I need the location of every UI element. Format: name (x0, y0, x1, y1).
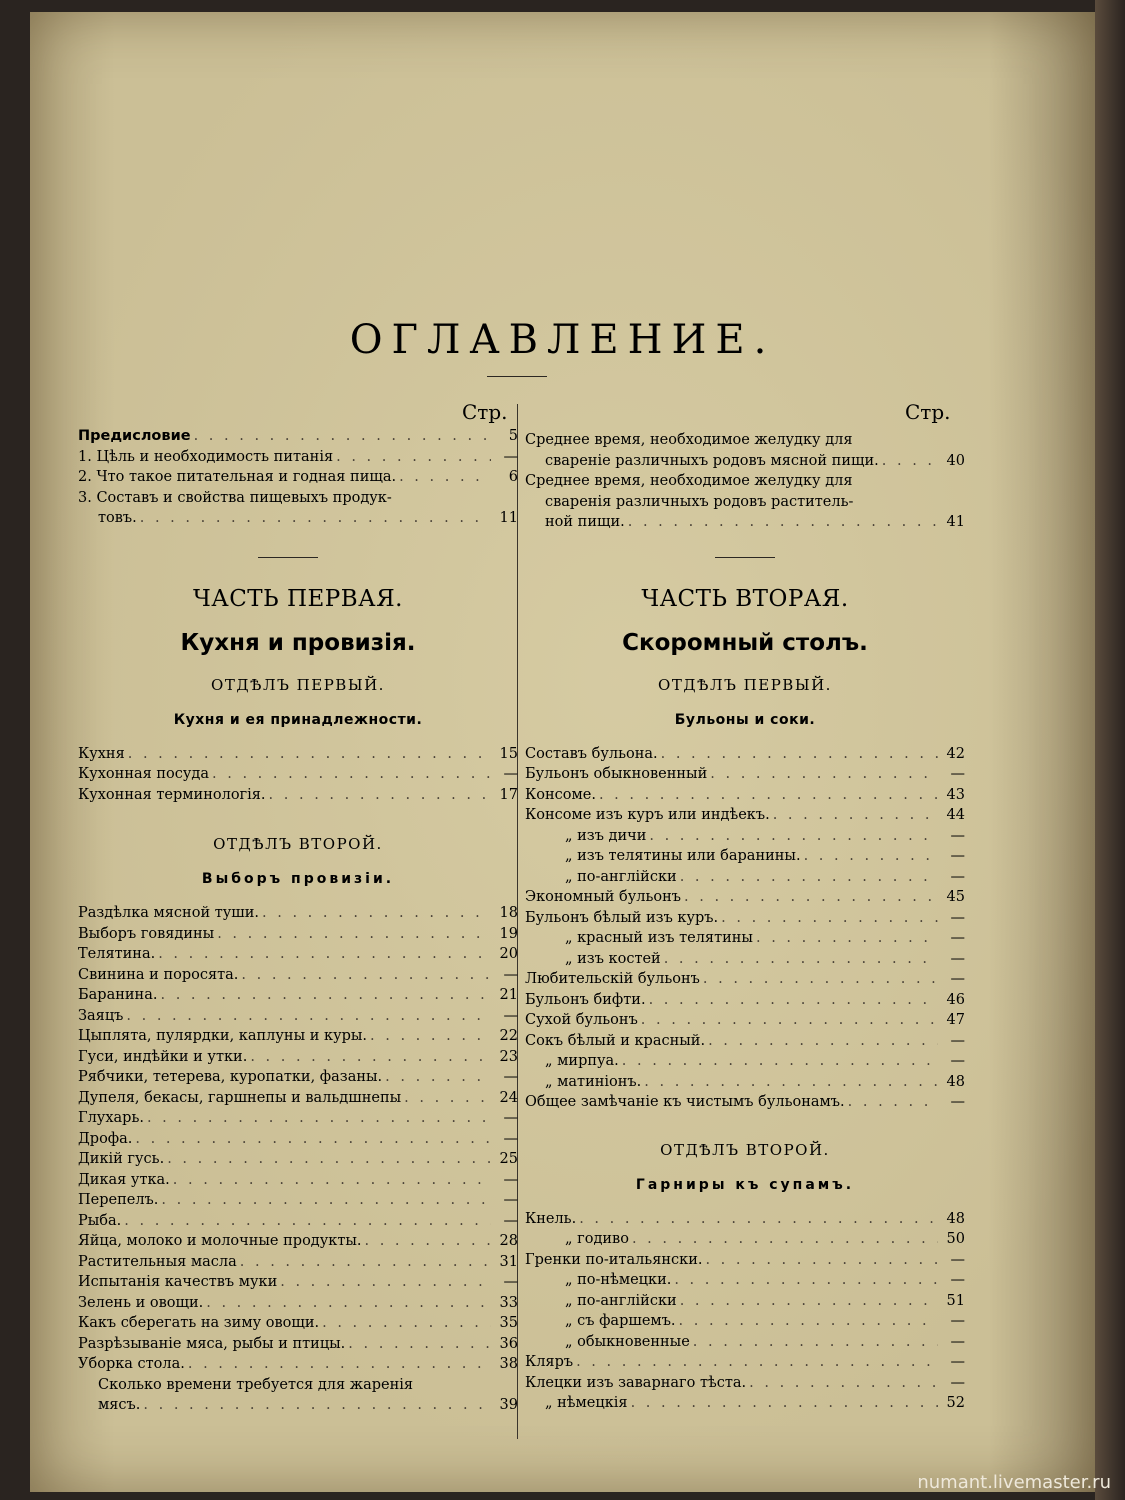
right-section2-subtitle: Гарниры къ супамъ. (635, 1176, 855, 1193)
toc-entry-label: Испытанія качествъ муки (78, 1274, 278, 1290)
toc-entry-label: Кляръ (525, 1354, 574, 1370)
page-label-right: Стр. (905, 400, 951, 424)
page-number: 36 (499, 1335, 518, 1352)
toc-entry-preface (78, 426, 518, 447)
page-number: — (950, 848, 965, 864)
toc-entry-label: 3. Составъ и свойства пищевыхъ продук- (78, 489, 392, 506)
toc-entry (78, 467, 518, 488)
toc-entry (525, 1031, 965, 1052)
toc-entry-label: Дупеля, бекасы, гаршнепы и вальдшнепы (78, 1089, 402, 1106)
toc-entry (525, 471, 965, 492)
page-title: ОГЛАВЛЕНИЕ. (349, 317, 776, 363)
page-number: 6 (508, 469, 518, 485)
toc-entry-label: „ по-нѣмецки. (565, 1272, 672, 1288)
toc-entry (78, 1129, 518, 1150)
leader-dots (649, 990, 938, 1011)
leader-dots (262, 903, 491, 924)
title-rule (487, 376, 547, 377)
toc-entry-label: Бульонъ бѣлый изъ куръ. (525, 909, 719, 926)
toc-entry-label: Любительскій бульонъ (525, 971, 700, 987)
leader-dots (160, 985, 491, 1006)
left-section1-list (78, 744, 518, 806)
toc-entry (525, 1291, 965, 1312)
toc-entry-label: „ изъ костей (565, 950, 661, 967)
page-number: — (503, 1192, 518, 1208)
toc-entry (78, 785, 518, 806)
leader-dots (684, 887, 938, 908)
page-number: 38 (499, 1356, 518, 1372)
page-number: 44 (946, 807, 965, 823)
leader-dots (385, 1067, 491, 1088)
leader-dots (158, 944, 491, 965)
page-number: — (950, 1333, 965, 1350)
page-number: 42 (946, 745, 965, 762)
toc-entry-label: ной пищи. (545, 514, 625, 530)
part-two-title: ЧАСТЬ ВТОРАЯ. (641, 585, 849, 612)
toc-entry (78, 1149, 518, 1170)
section-rule (258, 557, 318, 558)
page-number: 25 (499, 1151, 518, 1167)
toc-entry (525, 430, 965, 451)
toc-entry (525, 1250, 965, 1271)
toc-entry-label: Среднее время, необходимое желудку для (525, 473, 853, 489)
page-number: 41 (946, 514, 965, 530)
leader-dots (322, 1313, 491, 1334)
leader-dots (135, 1129, 491, 1150)
toc-entry (525, 1373, 965, 1394)
toc-entry (78, 1313, 518, 1334)
leader-dots (173, 1170, 491, 1191)
toc-entry (525, 1072, 965, 1093)
leader-dots (124, 1211, 491, 1232)
toc-entry-label: Сколько времени требуется для жаренія (98, 1376, 414, 1393)
toc-entry (78, 1272, 518, 1293)
toc-entry-label: Заяцъ (78, 1007, 124, 1024)
toc-entry-label: „ красный изъ телятины (565, 930, 753, 946)
leader-dots (756, 928, 938, 949)
toc-entry (525, 908, 965, 929)
page-number: 28 (499, 1233, 518, 1249)
toc-entry (525, 1010, 965, 1031)
left-column (78, 426, 518, 1416)
page-number: 52 (946, 1395, 965, 1411)
leader-dots (399, 467, 491, 488)
toc-entry-label: „ обыкновенные (565, 1333, 690, 1350)
toc-entry (525, 969, 965, 990)
page-number: — (950, 1053, 965, 1069)
toc-entry (78, 985, 518, 1006)
leader-dots (804, 846, 938, 867)
toc-entry-label: Выборъ говядины (78, 925, 215, 942)
toc-entry-label: Уборка стола. (78, 1356, 185, 1372)
leader-dots (241, 965, 491, 986)
page-number: 23 (499, 1048, 518, 1065)
leader-dots (703, 969, 938, 990)
toc-entry-label: „ годиво (565, 1231, 629, 1247)
toc-entry-label: Баранина. (78, 987, 158, 1003)
toc-entry (525, 867, 965, 888)
page-number: 22 (499, 1028, 518, 1044)
page-number: — (950, 1354, 965, 1370)
toc-entry-label: Консоме изъ куръ или индѣекъ. (525, 807, 770, 823)
toc-entry-label: 1. Цѣль и необходимость питанія (78, 448, 334, 465)
toc-entry-label: Перепелъ. (78, 1192, 159, 1208)
page-number: — (950, 868, 965, 885)
page-number: — (503, 1110, 518, 1126)
leader-dots (882, 451, 938, 472)
page-number: 47 (946, 1012, 965, 1028)
toc-entry (525, 785, 965, 806)
toc-entry-label: Кухонная терминологія. (78, 786, 266, 803)
toc-entry (525, 1229, 965, 1250)
toc-entry-label: товъ. (98, 510, 137, 526)
leader-dots (708, 1031, 938, 1052)
leader-dots (661, 744, 938, 765)
page-number: 48 (946, 1210, 965, 1227)
page-number: 5 (508, 428, 518, 444)
page-number: 39 (499, 1397, 518, 1413)
toc-entry-label: мясъ. (98, 1397, 141, 1413)
watermark: numant.livemaster.ru (917, 1472, 1111, 1493)
page-number: 15 (499, 745, 518, 762)
toc-entry-label: Раздѣлка мясной туши. (78, 905, 260, 921)
toc-entry-label: 2. Что такое питательная и годная пища. (78, 469, 397, 485)
left-section2-subtitle: Выборъ провизіи. (201, 871, 395, 887)
toc-entry-label: Консоме. (525, 786, 596, 803)
leader-dots (365, 1231, 492, 1252)
leader-dots (126, 1006, 491, 1027)
leader-dots (679, 1311, 938, 1332)
page-label-left: Стр. (462, 400, 508, 424)
page-number: — (950, 930, 965, 946)
left-section1-subtitle: Кухня и ея принадлежности. (173, 711, 423, 728)
toc-entry-label: Кухонная посуда (78, 766, 210, 782)
toc-entry-label: Общее замѣчаніе къ чистымъ бульонамъ. (525, 1094, 845, 1110)
leader-dots (644, 1072, 938, 1093)
leader-dots (632, 1229, 938, 1250)
right-section2-title: ОТДѢЛЪ ВТОРОЙ. (660, 1140, 830, 1159)
toc-entry (78, 1252, 518, 1273)
leader-dots (240, 1252, 491, 1273)
leader-dots (628, 512, 938, 533)
toc-entry-label: Цыплята, пулярдки, каплуны и куры. (78, 1028, 368, 1044)
toc-entry-label: Телятина. (78, 946, 156, 962)
leader-dots (140, 508, 491, 529)
page-number: — (503, 1130, 518, 1147)
leader-dots (693, 1332, 938, 1353)
toc-entry (525, 846, 965, 867)
toc-entry-label: Зелень и овощи. (78, 1294, 204, 1311)
toc-entry (78, 744, 518, 765)
toc-entry-label: Клецки изъ заварнаго тѣста. (525, 1374, 747, 1391)
page-number: — (950, 766, 965, 782)
toc-entry-label: Какъ сберегать на зиму овощи. (78, 1315, 320, 1331)
toc-entry (78, 1293, 518, 1314)
toc-entry-label: „ изъ телятины или баранины. (565, 848, 801, 864)
toc-entry (78, 965, 518, 986)
page-number: — (503, 766, 518, 782)
toc-entry (525, 451, 965, 472)
toc-entry-label: „ изъ дичи (565, 827, 647, 844)
leader-dots (212, 764, 491, 785)
leader-dots (217, 924, 491, 945)
toc-entry (525, 1092, 965, 1113)
page-number: — (950, 971, 965, 987)
part-one-title: ЧАСТЬ ПЕРВАЯ. (193, 585, 403, 612)
page-number: 33 (499, 1294, 518, 1311)
page-number: 17 (499, 786, 518, 803)
page-number: — (503, 1069, 518, 1085)
leader-dots (206, 1293, 491, 1314)
toc-entry-label: Экономный бульонъ (525, 889, 682, 905)
leader-dots (721, 908, 938, 929)
toc-entry-label: Глухарь. (78, 1110, 144, 1126)
toc-entry (78, 1354, 518, 1375)
toc-entry (78, 447, 518, 468)
toc-entry (525, 492, 965, 513)
leader-dots (773, 805, 938, 826)
toc-entry-label: „ съ фаршемъ. (565, 1313, 676, 1329)
leader-dots (194, 426, 491, 447)
right-section1-list (525, 744, 965, 1113)
toc-entry (78, 944, 518, 965)
page-number: 48 (946, 1073, 965, 1090)
part-one-subtitle: Кухня и провизія. (180, 629, 416, 656)
right-intro-list (525, 430, 965, 533)
toc-entry (525, 1352, 965, 1373)
toc-entry (525, 764, 965, 785)
right-section2-list (525, 1209, 965, 1414)
left-section2-title: ОТДѢЛЪ ВТОРОЙ. (213, 835, 383, 853)
toc-entry (78, 1211, 518, 1232)
page-number: 46 (946, 991, 965, 1008)
toc-entry (525, 949, 965, 970)
toc-entry-label: Бульонъ обыкновенный (525, 766, 708, 782)
toc-entry-label: „ мирпуа. (545, 1053, 619, 1069)
left-intro-list (78, 447, 518, 529)
toc-entry-label: Составъ бульона. (525, 745, 658, 762)
toc-entry (78, 1170, 518, 1191)
toc-entry (525, 1209, 965, 1230)
leader-dots (147, 1108, 491, 1129)
toc-entry-label: Гренки по-итальянски. (525, 1251, 703, 1268)
toc-entry (78, 1047, 518, 1068)
page-number: — (503, 966, 518, 983)
toc-entry-label: Дикій гусь. (78, 1151, 165, 1167)
leader-dots (680, 867, 938, 888)
page-number: — (950, 909, 965, 926)
leader-dots (370, 1026, 491, 1047)
preface-heading: Предисловие (78, 428, 191, 444)
page-number: — (503, 1212, 518, 1229)
leader-dots (250, 1047, 491, 1068)
leader-dots (161, 1190, 491, 1211)
leader-dots (631, 1393, 938, 1414)
toc-entry (525, 1051, 965, 1072)
toc-entry (525, 1393, 965, 1414)
leader-dots (579, 1209, 938, 1230)
toc-entry (78, 1108, 518, 1129)
toc-entry (78, 508, 518, 529)
part-two-subtitle: Скоромный столъ. (622, 629, 868, 656)
toc-entry-label: Гуси, индѣйки и утки. (78, 1048, 248, 1065)
toc-entry (78, 1334, 518, 1355)
toc-entry-label: сваренія различныхъ родовъ раститель- (545, 493, 854, 510)
leader-dots (143, 1395, 491, 1416)
page-number: 45 (946, 889, 965, 905)
book-edge (1095, 0, 1125, 1500)
leader-dots (680, 1291, 938, 1312)
page-number: 31 (499, 1253, 518, 1270)
leader-dots (280, 1272, 491, 1293)
page-number: 18 (499, 905, 518, 921)
left-section2-list (78, 903, 518, 1416)
page-number: 19 (499, 925, 518, 942)
page-number: — (950, 1094, 965, 1110)
right-section1-title: ОТДѢЛЪ ПЕРВЫЙ. (658, 675, 832, 694)
toc-entry (525, 990, 965, 1011)
page-number: — (950, 1272, 965, 1288)
toc-entry (78, 1006, 518, 1027)
leader-dots (622, 1051, 938, 1072)
toc-entry-label: Сокъ бѣлый и красный. (525, 1032, 706, 1049)
page-number: 20 (499, 946, 518, 962)
toc-entry-label: Кнель. (525, 1210, 577, 1227)
leader-dots (710, 764, 938, 785)
page-number: 11 (499, 510, 518, 526)
page-number: — (503, 1007, 518, 1024)
page-number: 21 (499, 987, 518, 1003)
toc-entry-label: Дрофа. (78, 1130, 133, 1147)
page-number: — (503, 1171, 518, 1188)
toc-entry (78, 488, 518, 509)
right-column (525, 430, 965, 1414)
page-number: — (950, 1374, 965, 1391)
leader-dots (128, 744, 491, 765)
leader-dots (705, 1250, 938, 1271)
leader-dots (188, 1354, 491, 1375)
toc-entry (78, 1231, 518, 1252)
leader-dots (269, 785, 491, 806)
right-section1-subtitle: Бульоны и соки. (674, 711, 816, 728)
toc-entry (525, 512, 965, 533)
toc-entry-label: Рыба. (78, 1212, 122, 1229)
leader-dots (664, 949, 938, 970)
toc-entry-label: Бульонъ бифти. (525, 991, 646, 1008)
toc-entry-label: Разрѣзываніе мяса, рыбы и птицы. (78, 1335, 346, 1352)
page-number: — (950, 1313, 965, 1329)
leader-dots (576, 1352, 938, 1373)
toc-entry-label: „ нѣмецкія (545, 1395, 628, 1411)
leader-dots (599, 785, 938, 806)
page-number: 51 (946, 1292, 965, 1309)
toc-entry-label: „ матиніонъ. (545, 1073, 642, 1090)
toc-entry (525, 805, 965, 826)
page-number: — (503, 1274, 518, 1290)
toc-entry (525, 887, 965, 908)
toc-entry (525, 1270, 965, 1291)
leader-dots (348, 1334, 491, 1355)
leader-dots (641, 1010, 938, 1031)
page-number: 35 (499, 1315, 518, 1331)
toc-entry (78, 1375, 518, 1396)
leader-dots (749, 1373, 938, 1394)
section-rule (715, 557, 775, 558)
leader-dots (848, 1092, 938, 1113)
leader-dots (336, 447, 491, 468)
leader-dots (674, 1270, 938, 1291)
toc-entry (78, 924, 518, 945)
leader-dots (167, 1149, 491, 1170)
toc-entry-label: Среднее время, необходимое желудку для (525, 432, 853, 448)
toc-entry (78, 1026, 518, 1047)
toc-entry (78, 1395, 518, 1416)
toc-entry-label: Дикая утка. (78, 1171, 170, 1188)
toc-entry (78, 1088, 518, 1109)
toc-entry (525, 928, 965, 949)
toc-entry-label: Сухой бульонъ (525, 1012, 638, 1028)
leader-dots (649, 826, 938, 847)
page-number: 40 (946, 452, 965, 469)
toc-entry (78, 764, 518, 785)
toc-entry-label: Растительныя масла (78, 1253, 237, 1270)
toc-entry (525, 826, 965, 847)
toc-entry (78, 903, 518, 924)
page-number: — (950, 1251, 965, 1268)
page-number: — (503, 448, 518, 465)
leader-dots (404, 1088, 491, 1109)
page-number: — (950, 950, 965, 967)
page-number: 24 (499, 1089, 518, 1106)
toc-entry (525, 1311, 965, 1332)
left-section1-title: ОТДѢЛЪ ПЕРВЫЙ. (211, 675, 385, 694)
toc-entry-label: Кухня (78, 745, 125, 762)
page-number: 50 (946, 1231, 965, 1247)
toc-entry (78, 1190, 518, 1211)
toc-entry-label: Яйца, молоко и молочные продукты. (78, 1233, 362, 1249)
toc-entry-label: „ по-англійски (565, 1292, 677, 1309)
toc-entry (525, 1332, 965, 1353)
toc-entry-label: Свинина и поросята. (78, 966, 239, 983)
page-number: — (950, 827, 965, 844)
toc-entry-label: свареніе различныхъ родовъ мясной пищи. (545, 452, 879, 469)
page-number: 43 (946, 786, 965, 803)
toc-entry-label: Рябчики, тетерева, куропатки, фазаны. (78, 1069, 383, 1085)
toc-entry-label: „ по-англійски (565, 868, 677, 885)
toc-entry (525, 744, 965, 765)
page-number: — (950, 1032, 965, 1049)
toc-entry (78, 1067, 518, 1088)
